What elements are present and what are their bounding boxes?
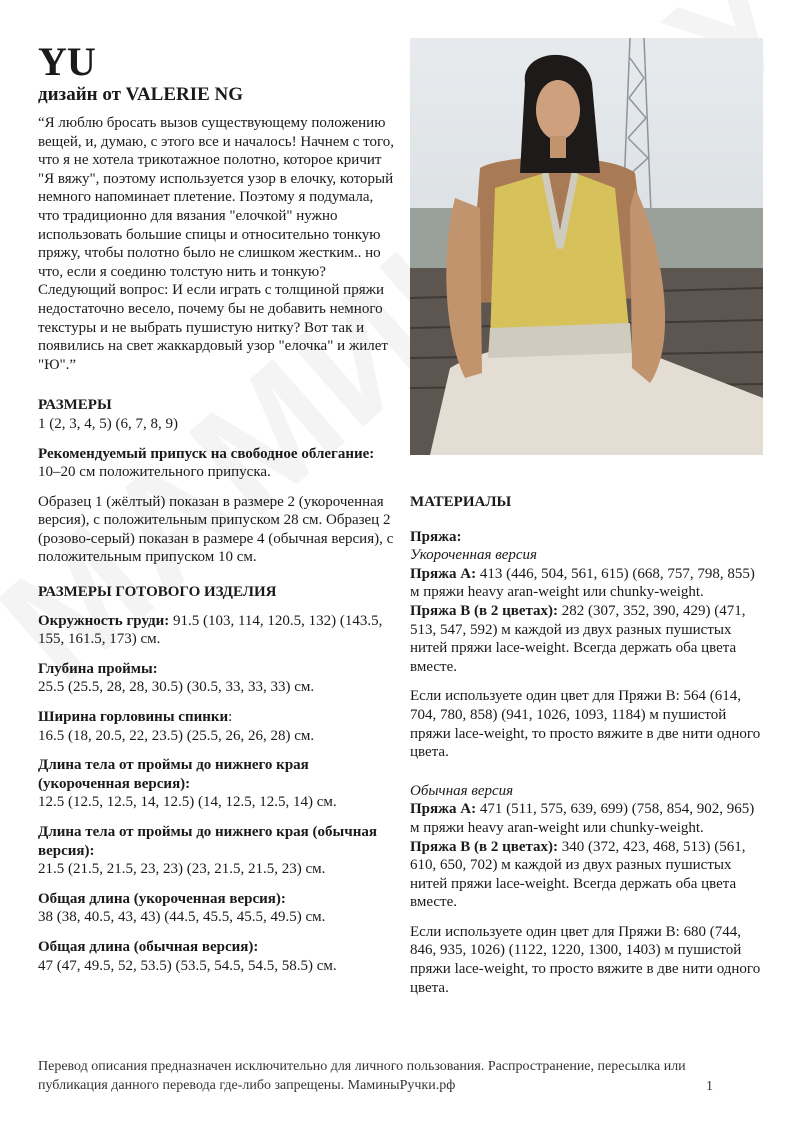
neck-label: Ширина горловины спинки: [38, 709, 229, 726]
cropped-single-color-note: Если используете один цвет для Пряжи B: 564 (614, 704, 780, 858) (941, 1026, 1093, 1184) м пушистой пряжи lace-weight, то просто вяжите в две нити одного цвета.: [410, 688, 761, 761]
neck-measurement: Ширина горловины спинки: 16.5 (18, 20.5, 22, 23.5) (25.5, 26, 26, 28) см.: [38, 709, 315, 744]
right-column: [410, 493, 762, 1008]
ease-value: 10–20 см положительного припуска.: [38, 464, 271, 481]
body-cropped-label: Длина тела от проймы до нижнего края (укороченная версия):: [38, 757, 309, 792]
body-cropped-value: 12.5 (12.5, 12.5, 14, 12.5) (14, 12.5, 12.5, 14) см.: [38, 794, 337, 811]
model-illustration: [410, 38, 763, 455]
total-regular-label: Общая длина (обычная версия):: [38, 938, 259, 955]
footer-notice: Перевод описания предназначен исключительно для личного пользования. Распространение, пересылка или публикация данного перевода где-либо запрещены. МаминыРучки.рф: [38, 1059, 686, 1093]
model-photo: [410, 38, 763, 455]
total-regular-value: 47 (47, 49.5, 52, 53.5) (53.5, 54.5, 54.5, 58.5) см.: [38, 957, 337, 974]
regular-yarn-a-value: 471 (511, 575, 639, 699) (758, 854, 902, 965) м пряжи heavy aran-weight или chunky-weight.: [410, 801, 755, 836]
chest-measurement: [38, 612, 395, 649]
cropped-yarn-a-value: 413 (446, 504, 561, 615) (668, 757, 798, 855) м пряжи heavy aran-weight или chunky-weight.: [410, 565, 755, 601]
armhole-value: 25.5 (25.5, 28, 28, 30.5) (30.5, 33, 33, 33) см.: [38, 679, 315, 696]
cropped-version-label: Укороченная версия: [410, 547, 537, 564]
body-regular-value: 21.5 (21.5, 21.5, 23, 23) (23, 21.5, 21.5, 23) см.: [38, 861, 326, 878]
regular-single-color-note: Если используете один цвет для Пряжи B: 680 (744, 846, 935, 1026) (1122, 1220, 1300, 1403) м пушистой пряжи lace-weight, то просто вяжите в две нити одного цвета.: [410, 923, 761, 996]
neck-value: 16.5 (18, 20.5, 22, 23.5) (25.5, 26, 26, 28) см.: [38, 727, 315, 744]
body-cropped-measurement: [38, 756, 395, 812]
armhole-label: Глубина проймы:: [38, 660, 158, 677]
chest-value: 91.5 (103, 114, 120.5, 132) (143.5, 155, 161.5, 173) см.: [38, 612, 383, 648]
left-column: [38, 114, 395, 986]
regular-yarn-b: [410, 838, 762, 912]
cropped-yarn-b-label: Пряжа B (в 2 цветах):: [410, 602, 559, 619]
page-title: YU: [38, 39, 96, 84]
regular-version-label: Обычная версия: [410, 782, 514, 799]
designer-quote: “Я люблю бросать вызов существующему положению вещей, и, думаю, с этого все и началось! Начнем с того, что я не хотела трикотажное полотно, которое кричит "Я вяжу", поэтому используется узор в елочку, который немного напоминает плетение. Поэтому я подумала, что традиционно для вязания "елочкой" нужно использовать большие спицы и относительно тонкую пряжу, чтобы полотно было не слишком жестким.. но что, если я соединю толстую нить и тонкую? Следующий вопрос: И если играть с толщиной пряжи недостаточно весело, почему бы не добавить немного текстуры и не выбрать пушистую нитку? Вот так и появились на свет жаккардовый узор "елочка" и жилет "Ю".”: [38, 115, 395, 373]
regular-yarn-a-label: Пряжа A:: [410, 801, 477, 818]
regular-yarn-a: [410, 800, 762, 837]
ease-paragraph: [38, 445, 395, 482]
total-cropped-label: Общая длина (укороченная версия):: [38, 890, 286, 907]
cropped-yarn-b: [410, 602, 762, 676]
ease-label: Рекомендуемый припуск на свободное облегание:: [38, 445, 375, 462]
total-cropped-value: 38 (38, 40.5, 43, 43) (44.5, 45.5, 45.5, 49.5) см.: [38, 909, 326, 926]
regular-yarn-b-value: 340 (372, 423, 468, 513) (561, 610, 650, 702) м каждой из двух разных пушистых нитей пряжи lace-weight. Всегда держать оба цвета вместе.: [410, 838, 746, 911]
yarn-heading: Пряжа:: [410, 528, 462, 545]
total-cropped-measurement: [38, 890, 395, 927]
cropped-yarn-a-label: Пряжа A:: [410, 565, 477, 582]
cropped-yarn-b-value: 282 (307, 352, 390, 429) (471, 513, 547, 592) м каждой из двух разных пушистых нитей пряжи lace-weight. Всегда держать оба цвета вместе.: [410, 602, 746, 675]
sizes-heading: РАЗМЕРЫ: [38, 397, 112, 414]
armhole-measurement: [38, 660, 395, 697]
designer-subtitle: дизайн от VALERIE NG: [38, 84, 244, 105]
sample-note: Образец 1 (жёлтый) показан в размере 2 (укороченная версия), с положительным припуском 28 см. Образец 2 (розово-серый) показан в размере 4 (обычная версия), с положительным припуском 10 см.: [38, 493, 394, 566]
body-regular-label: Длина тела от проймы до нижнего края (обычная версия):: [38, 824, 377, 859]
sizes-list: 1 (2, 3, 4, 5) (6, 7, 8, 9): [38, 415, 178, 432]
regular-yarn-b-label: Пряжа B (в 2 цветах):: [410, 838, 559, 855]
finished-heading: РАЗМЕРЫ ГОТОВОГО ИЗДЕЛИЯ: [38, 584, 277, 601]
materials-heading: МАТЕРИАЛЫ: [410, 494, 512, 510]
cropped-yarn-a: [410, 565, 762, 602]
chest-label: Окружность груди:: [38, 612, 170, 629]
total-regular-measurement: [38, 938, 395, 975]
body-regular-measurement: [38, 823, 395, 879]
page-number: 1: [706, 1079, 713, 1094]
